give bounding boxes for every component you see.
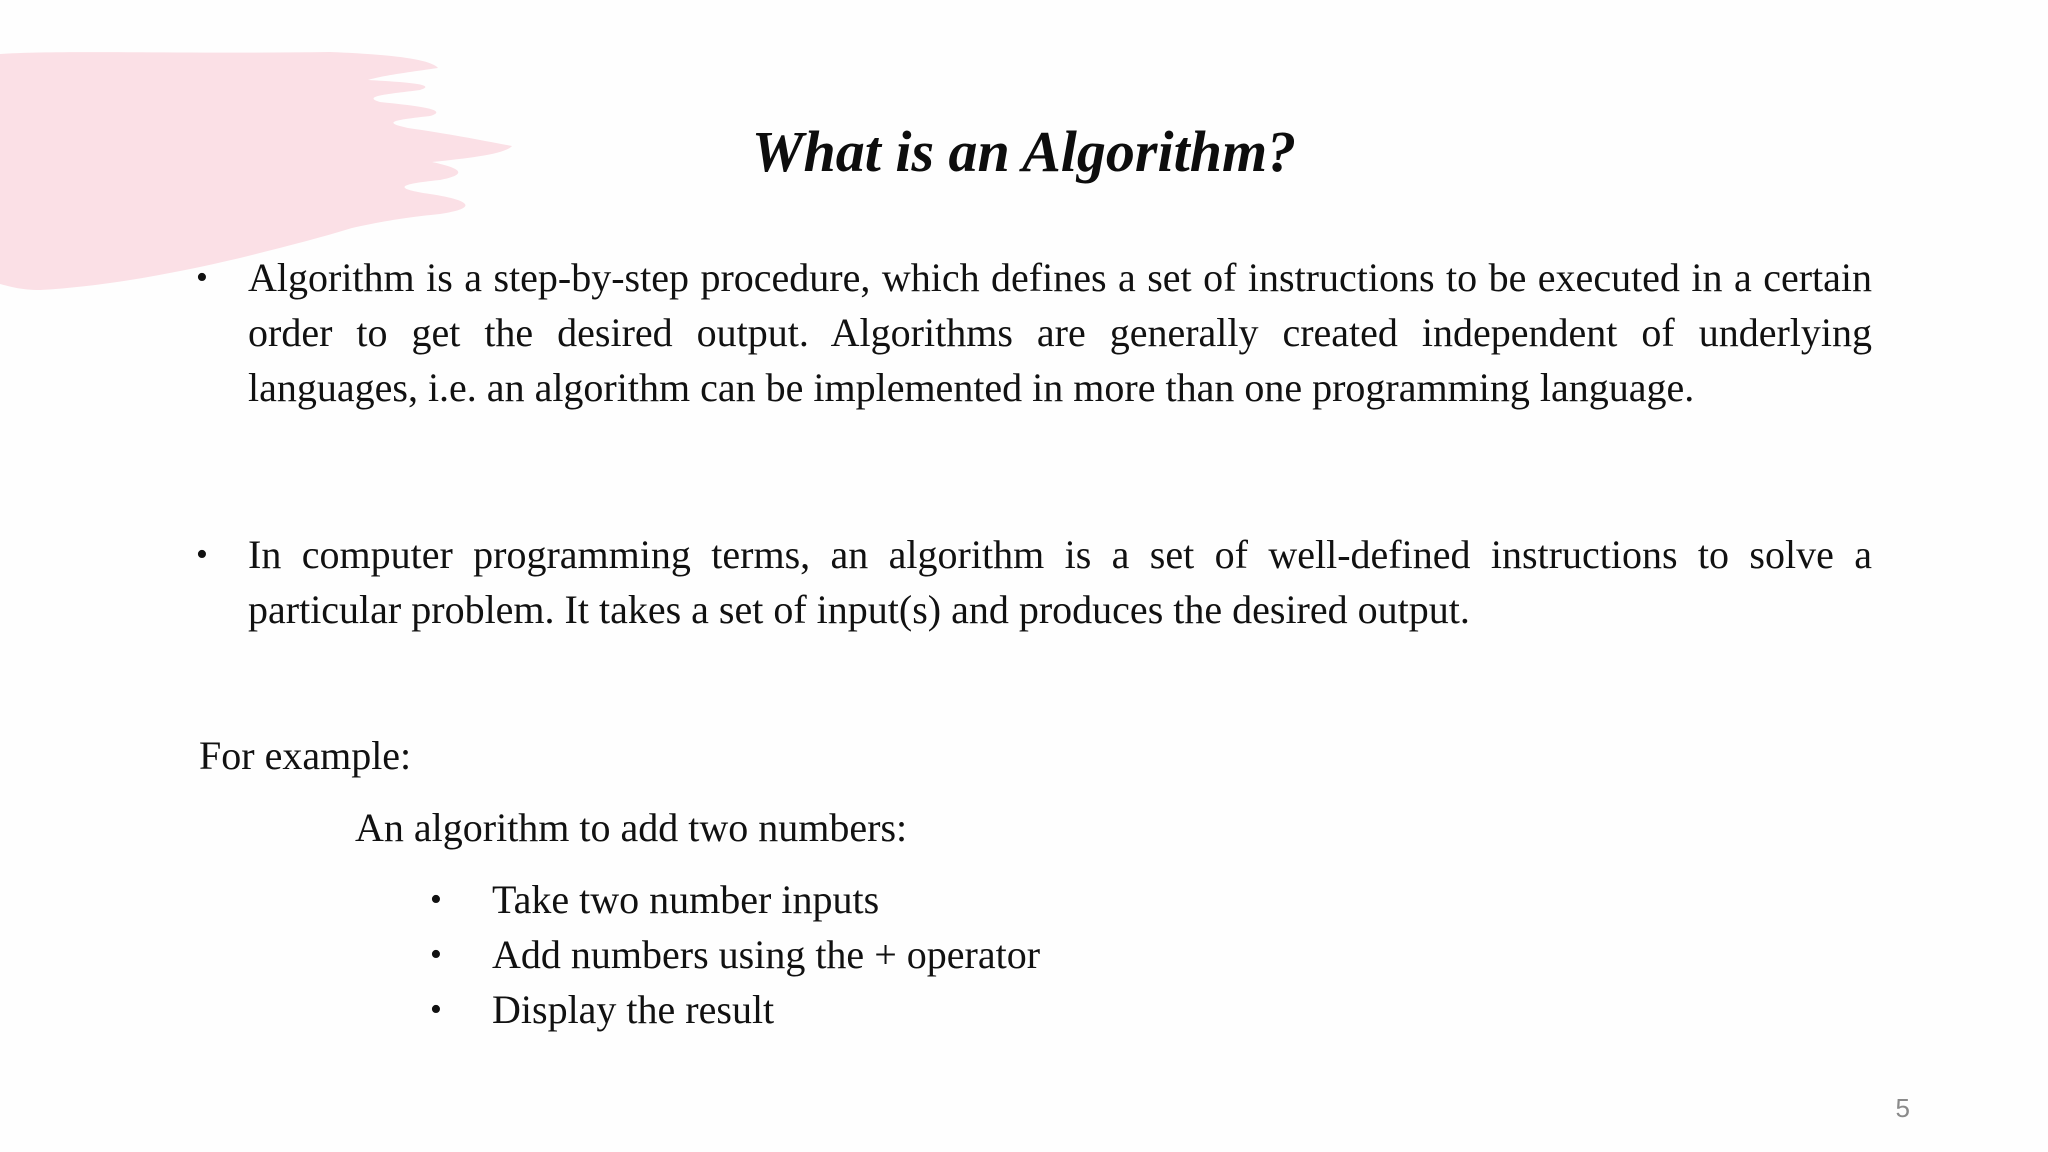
step-text: Add numbers using the + operator <box>492 932 1041 977</box>
step-text: Display the result <box>492 987 775 1032</box>
bullet-marker: • <box>430 991 442 1028</box>
bullet-marker: • <box>430 881 442 918</box>
list-item <box>430 982 1040 1037</box>
bullet-marker: • <box>196 536 208 573</box>
step-text: Take two number inputs <box>492 877 880 922</box>
slide-title: What is an Algorithm? <box>751 119 1297 184</box>
bullet-text: Algorithm is a step-by-step procedure, which defines a set of instructions to be executed in a certain order to get the desired output. Algorithms are generally created independent of underlying languages, i.e. an algorithm can be implemented in more than one programming language. <box>248 255 1872 410</box>
bullet-marker: • <box>430 936 442 973</box>
bullet-marker: • <box>196 259 208 296</box>
example-heading: An algorithm to add two numbers: <box>355 805 908 850</box>
example-label: For example: <box>199 733 412 778</box>
bullet-definition <box>196 250 1872 415</box>
bullet-text: In computer programming terms, an algorithm is a set of well-defined instructions to solve a particular problem. It takes a set of input(s) and produces the desired output. <box>248 532 1872 632</box>
list-item <box>430 927 1040 982</box>
bullet-programming-terms <box>196 527 1872 637</box>
algorithm-steps-list <box>430 872 1040 1037</box>
list-item <box>430 872 1040 927</box>
page-number: 5 <box>1895 1093 1910 1123</box>
